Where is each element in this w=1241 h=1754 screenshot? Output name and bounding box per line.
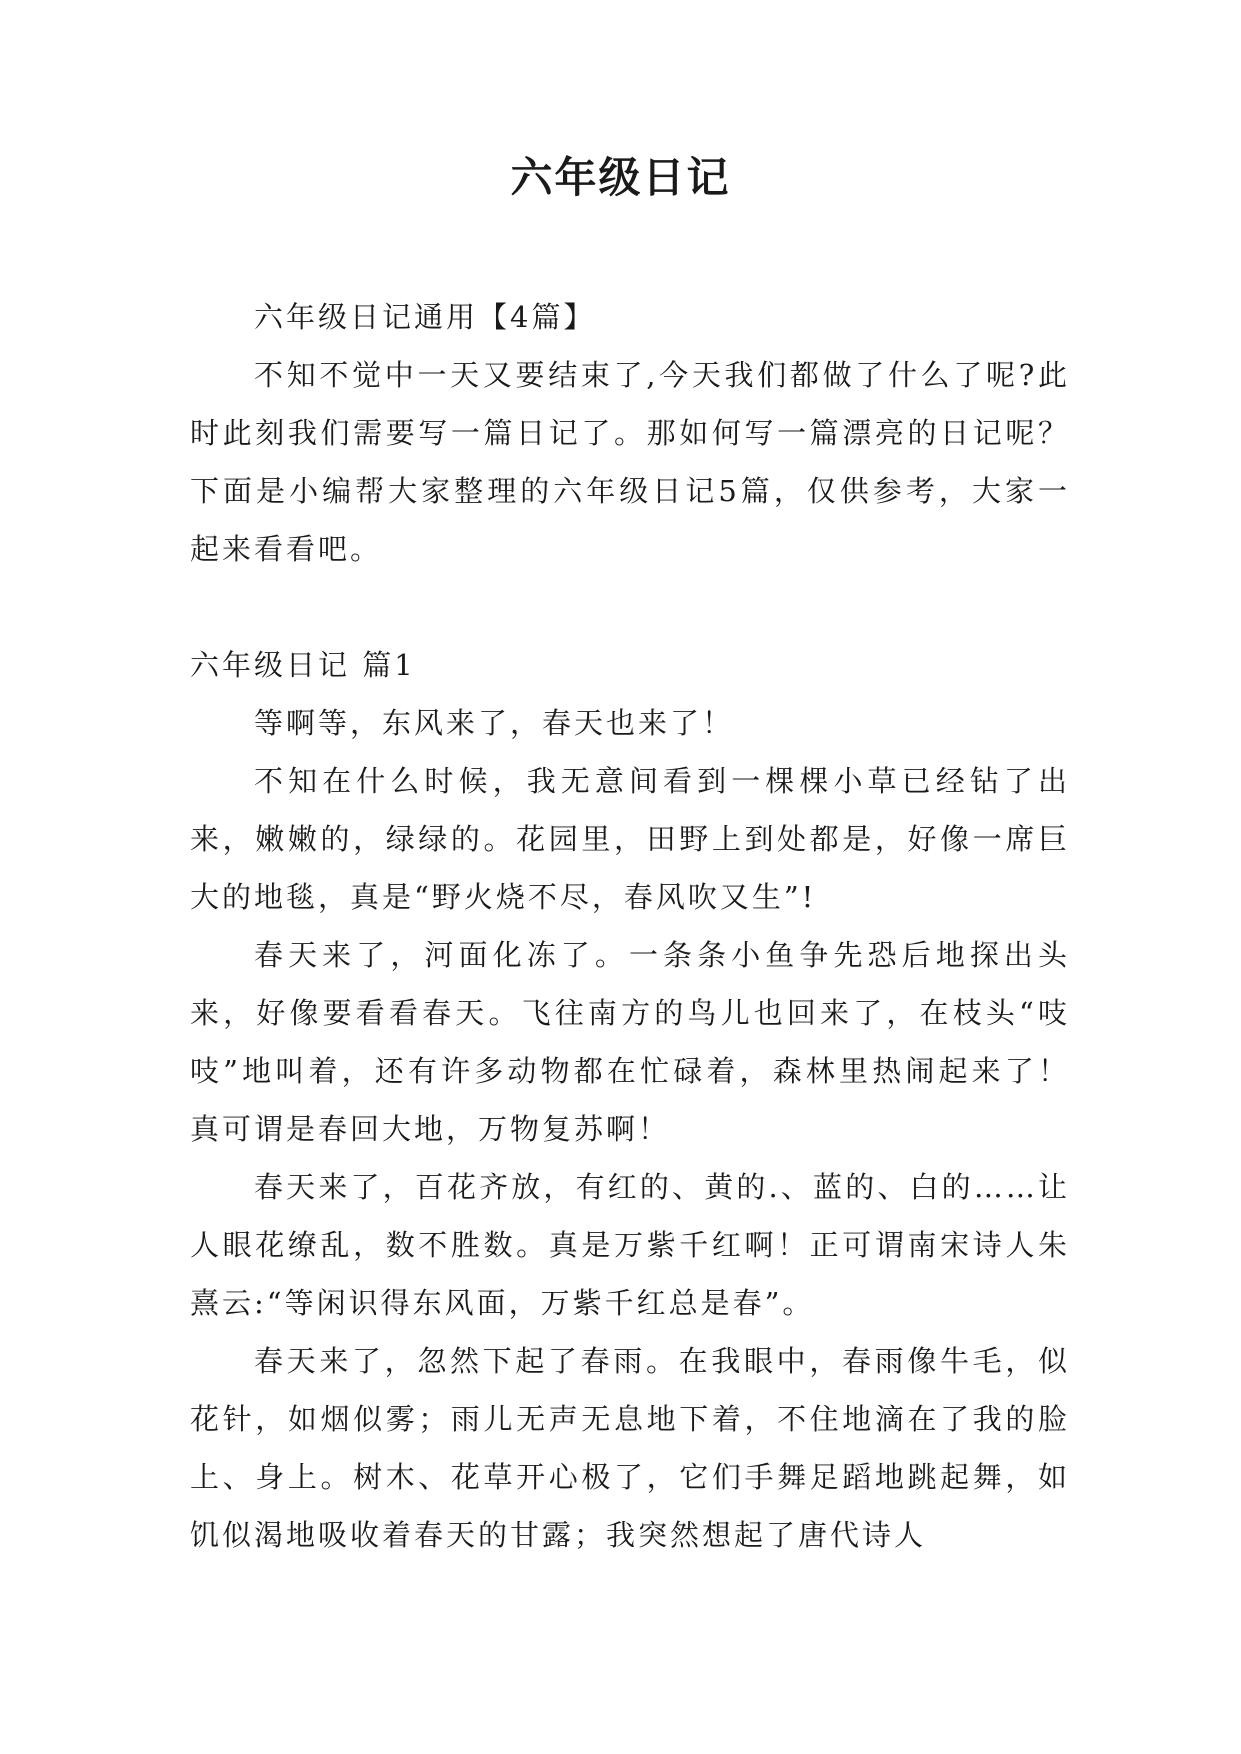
document-subtitle: 六年级日记通用【4篇】 (254, 300, 596, 334)
paragraph: 不知在什么时候，我无意间看到一棵棵小草已经钻了出来，嫩嫩的，绿绿的。花园里，田野上到处都是，好像一席巨大的地毯，真是“野火烧不尽，春风吹又生”! (190, 764, 1070, 914)
paragraph: 等啊等，东风来了，春天也来了！ (254, 706, 735, 740)
document-body (190, 288, 1070, 1564)
paragraph: 春天来了，百花齐放，有红的、黄的.、蓝的、白的……让人眼花缭乱，数不胜数。真是万紫千红啊！正可谓南宋诗人朱熹云:“等闲识得东风面，万紫千红总是春”。 (190, 1170, 1070, 1320)
intro-paragraph: 不知不觉中一天又要结束了,今天我们都做了什么了呢?此时此刻我们需要写一篇日记了。那如何写一篇漂亮的日记呢？下面是小编帮大家整理的六年级日记5篇，仅供参考，大家一起来看看吧。 (190, 358, 1070, 566)
paragraph: 春天来了，河面化冻了。一条条小鱼争先恐后地探出头来，好像要看看春天。飞往南方的鸟儿也回来了，在枝头“吱吱”地叫着，还有许多动物都在忙碌着，森林里热闹起来了！真可谓是春回大地，万物复苏啊！ (190, 938, 1070, 1146)
section-heading: 六年级日记 篇1 (190, 648, 416, 682)
document-title: 六年级日记 (510, 153, 731, 202)
paragraph: 春天来了，忽然下起了春雨。在我眼中，春雨像牛毛，似花针，如烟似雾；雨儿无声无息地下着，不住地滴在了我的脸上、身上。树木、花草开心极了，它们手舞足蹈地跳起舞，如饥似渴地吸收着春天的甘露；我突然想起了唐代诗人 (190, 1344, 1070, 1552)
section-spacer (190, 578, 1070, 636)
